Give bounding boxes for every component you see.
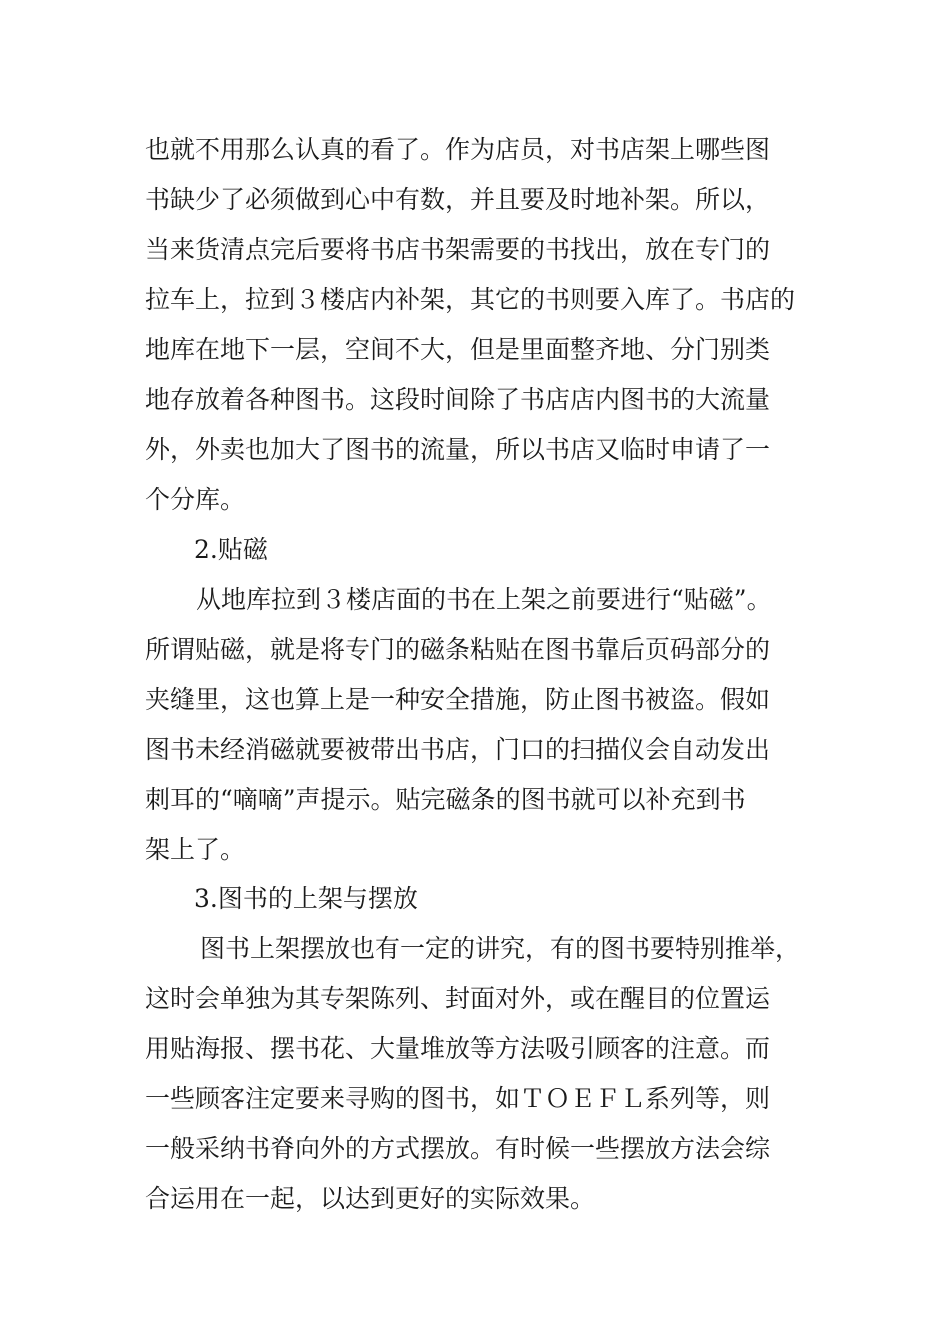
section-heading-shelving-display: 3.图书的上架与摆放 bbox=[194, 884, 418, 913]
paragraph-line: 夹缝里，这也算上是一种安全措施，防止图书被盗。假如 bbox=[145, 685, 771, 714]
paragraph-line: 当来货清点完后要将书店书架需要的书找出，放在专门的 bbox=[145, 235, 771, 264]
paragraph-line: 一般采纳书脊向外的方式摆放。有时候一些摆放方法会综 bbox=[145, 1134, 771, 1163]
paragraph-line: 外，外卖也加大了图书的流量，所以书店又临时申请了一 bbox=[145, 435, 771, 464]
paragraph-line: 刺耳的“嘀嘀”声提示。贴完磁条的图书就可以补充到书 bbox=[145, 785, 746, 814]
paragraph-line: 拉车上，拉到３楼店内补架，其它的书则要入库了。书店的 bbox=[145, 285, 796, 314]
paragraph-line: 这时会单独为其专架陈列、封面对外，或在醒目的位置运 bbox=[145, 984, 771, 1013]
paragraph-line: 从地库拉到３楼店面的书在上架之前要进行“贴磁”。 bbox=[196, 585, 772, 614]
paragraph-line: 个分库。 bbox=[145, 485, 246, 514]
paragraph-line: 图书上架摆放也有一定的讲究，有的图书要特别推举， bbox=[200, 934, 801, 963]
paragraph-line: 一些顾客注定要来寻购的图书，如ＴＯＥＦＬ系列等，则 bbox=[145, 1084, 771, 1113]
section-heading-sticking-magnet: 2.贴磁 bbox=[194, 535, 268, 564]
paragraph-line: 也就不用那么认真的看了。作为店员，对书店架上哪些图 bbox=[145, 135, 771, 164]
paragraph-line: 图书未经消磁就要被带出书店，门口的扫描仪会自动发出 bbox=[145, 735, 771, 764]
paragraph-line: 书缺少了必须做到心中有数，并且要及时地补架。所以， bbox=[145, 185, 771, 214]
paragraph-line: 地存放着各种图书。这段时间除了书店店内图书的大流量 bbox=[145, 385, 771, 414]
paragraph-line: 合运用在一起，以达到更好的实际效果。 bbox=[145, 1184, 596, 1213]
paragraph-line: 所谓贴磁，就是将专门的磁条粘贴在图书靠后页码部分的 bbox=[145, 635, 771, 664]
paragraph-line: 地库在地下一层，空间不大，但是里面整齐地、分门别类 bbox=[145, 335, 771, 364]
paragraph-line: 用贴海报、摆书花、大量堆放等方法吸引顾客的注意。而 bbox=[145, 1034, 771, 1063]
paragraph-line: 架上了。 bbox=[145, 835, 246, 864]
